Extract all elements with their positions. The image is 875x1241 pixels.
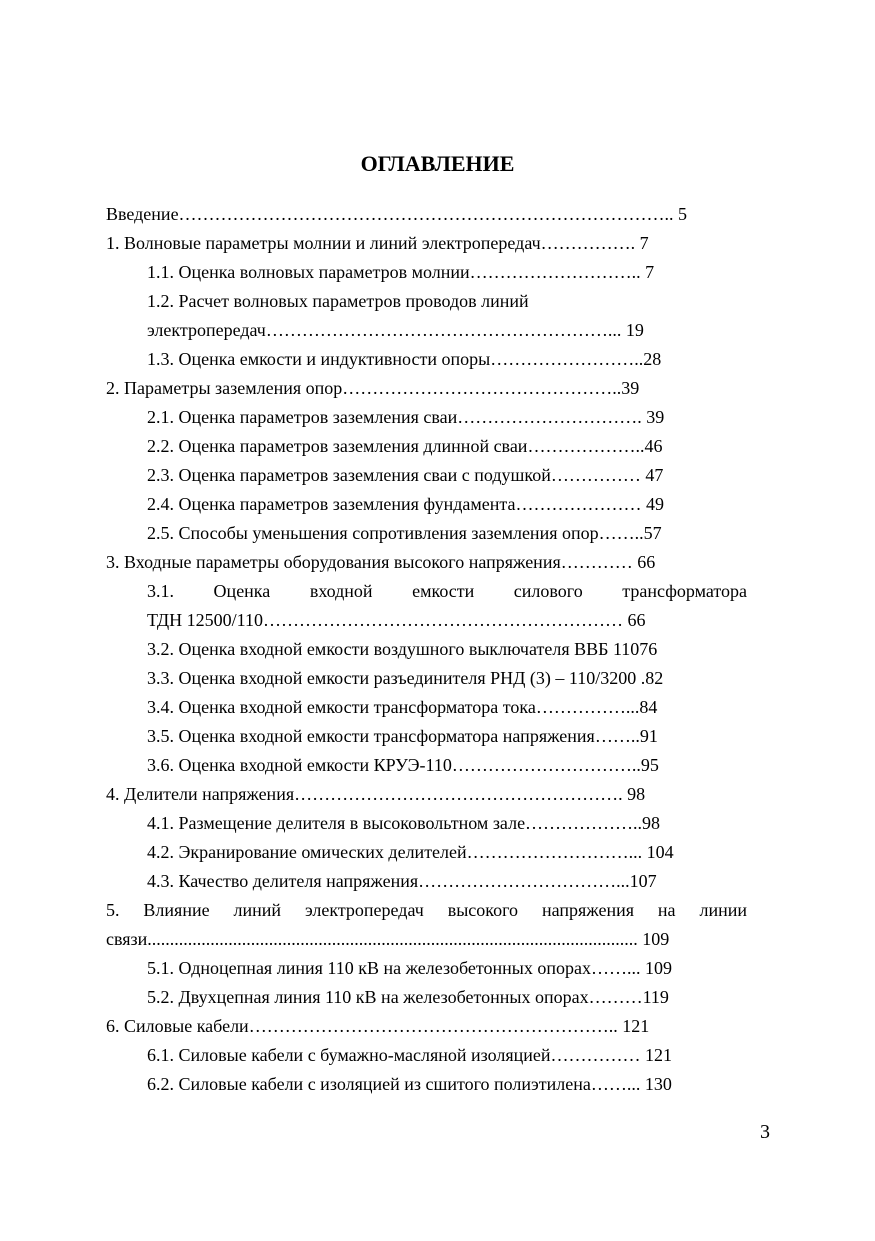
toc-line-text: 6. Силовые кабели…………………………………………………….. 121	[106, 1016, 650, 1036]
toc-line	[147, 490, 747, 519]
toc-line-text: 1.2. Расчет волновых параметров проводов линий	[147, 291, 529, 311]
toc-line	[106, 925, 747, 954]
toc-line-text: 2.4. Оценка параметров заземления фундамента………………… 49	[147, 494, 664, 514]
toc-line-text: Введение……………………………………………………………………….. 5	[106, 204, 688, 224]
toc-line	[147, 258, 747, 287]
toc-line	[147, 664, 747, 693]
toc-line	[147, 316, 747, 345]
toc-line	[147, 345, 747, 374]
toc-line: 5. Влияние линий электропередач высокого напряжения на линии	[106, 900, 747, 920]
toc-line	[147, 838, 747, 867]
toc-line-text: 3.5. Оценка входной емкости трансформатора напряжения……..91	[147, 726, 658, 746]
toc-line	[147, 403, 747, 432]
toc-line	[147, 983, 747, 1012]
toc-line	[147, 606, 747, 635]
toc-line	[106, 229, 747, 258]
toc-line-text: ТДН 12500/110…………………………………………………… 66	[147, 610, 646, 630]
toc-line-text: 4.1. Размещение делителя в высоковольтном зале………………..98	[147, 813, 661, 833]
toc-line	[147, 1070, 747, 1099]
toc-line-text: 1.3. Оценка емкости и индуктивности опоры……………………..28	[147, 349, 662, 369]
toc-line-text: 4.3. Качество делителя напряжения……………………………...107	[147, 871, 657, 891]
toc-line-text: 3. Входные параметры оборудования высокого напряжения………… 66	[106, 552, 656, 572]
toc-line	[147, 867, 747, 896]
toc-line	[147, 954, 747, 983]
toc-line	[147, 432, 747, 461]
page-title: ОГЛАВЛЕНИЕ	[360, 151, 515, 176]
toc-line	[147, 693, 747, 722]
toc-line-text: 2.1. Оценка параметров заземления сваи…………………………. 39	[147, 407, 665, 427]
toc-line	[106, 1012, 747, 1041]
toc-line	[147, 461, 747, 490]
toc-line	[147, 287, 747, 316]
toc-line	[147, 751, 747, 780]
toc-line-text: 3.6. Оценка входной емкости КРУЭ-110…………………………..95	[147, 755, 659, 775]
toc-line	[106, 374, 747, 403]
toc-line-text: 4. Делители напряжения………………………………………………. 98	[106, 784, 646, 804]
toc-line-text: 1. Волновые параметры молнии и линий электропередач……………. 7	[106, 233, 649, 253]
toc-line-text: 2.2. Оценка параметров заземления длинной сваи………………..46	[147, 436, 663, 456]
toc-line-text: электропередач…………………………………………………... 19	[147, 320, 644, 340]
toc-line-text: 6.2. Силовые кабели с изоляцией из сшитого полиэтилена……... 130	[147, 1074, 672, 1094]
toc-line-text: 2.5. Способы уменьшения сопротивления заземления опор……..57	[147, 523, 662, 543]
toc-line-text: 5.1. Одноцепная линия 110 кВ на железобетонных опорах……... 109	[147, 958, 672, 978]
toc-line	[147, 519, 747, 548]
toc-line	[106, 780, 747, 809]
toc-line-text: 3.4. Оценка входной емкости трансформатора тока……………...84	[147, 697, 658, 717]
toc-line-text: 3.3. Оценка входной емкости разъединителя РНД (3) – 110/3200 .82	[147, 668, 664, 688]
toc-line	[106, 548, 747, 577]
toc-line	[147, 635, 747, 664]
toc-line-text: 4.2. Экранирование омических делителей………………………... 104	[147, 842, 674, 862]
toc-line-text: 6.1. Силовые кабели с бумажно-масляной изоляцией…………… 121	[147, 1045, 673, 1065]
page-number: 3	[760, 1121, 770, 1143]
toc-line-text: связи............................................................................................................. 109	[106, 929, 670, 949]
toc-line-text: 3.2. Оценка входной емкости воздушного выключателя ВВБ 11076	[147, 639, 658, 659]
toc-line	[147, 722, 747, 751]
toc-line	[147, 809, 747, 838]
toc-line-text: 2.3. Оценка параметров заземления сваи с подушкой…………… 47	[147, 465, 664, 485]
toc-line-text: 2. Параметры заземления опор………………………………………..39	[106, 378, 640, 398]
toc-line-text: 5.2. Двухцепная линия 110 кВ на железобетонных опорах………119	[147, 987, 669, 1007]
toc-line	[147, 1041, 747, 1070]
toc-line	[106, 200, 747, 229]
toc-line-text: 1.1. Оценка волновых параметров молнии……………………….. 7	[147, 262, 655, 282]
toc-line: 3.1. Оценка входной емкости силового трансформатора	[147, 581, 747, 601]
